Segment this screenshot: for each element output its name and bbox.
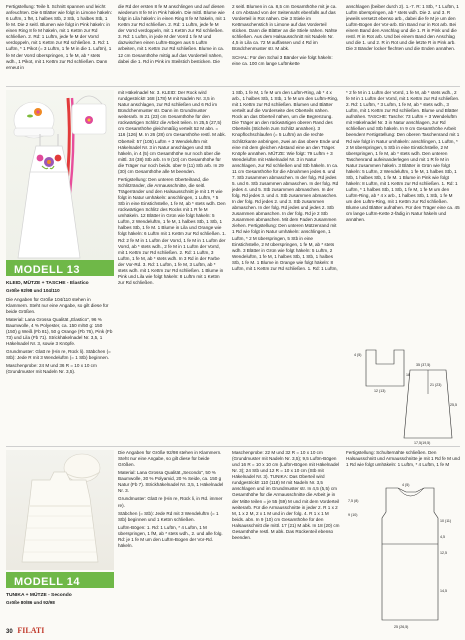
page-number: 30: [6, 629, 13, 636]
tunic-dim-5: 4,5: [440, 535, 445, 539]
model13-photo: [6, 90, 114, 268]
tunic-dim-1: 4 (5): [402, 483, 410, 487]
tunic-instructions: Maschenprobe: 22 M und 32 R = 10 x 10 cm (Grundmuster mit Nadeln Nr. 3,5); 9,5 Luftm-Bögen und 16 R = 10 x 10 cm (Luftm-Bögen mit Häkelnadel Nr. 3); 24 Stb und 12 R = 10 x 10 cm (Stb mit Häkelnadel Nr. 3). TUNIKA: Das Oberteil wird rundgestrickt! 110 (118) M mit Nadeln Nr. 3,5 anschlagen und im Grundmuster str. In 4,5 (5,5) cm Gesamthöhe für die Armausschnitte die Arbeit je in der Mitte teilen = je 55 (59) M und mit dem Vorderteil weiterarb. Für die Armausschnitte in jeder 2. R 1 x 2 M, 1 x 2 M, 2 x 1 M und in der folg. 4. R 1 x 1 M beids. abn. In 9 (10) cm Gesamthöhe für den Halsausschnitt die mittl. 17 (21) M abk. In 18 (20) cm Gesamthöhe restl. M abk. Das Rückenteil ebenso beenden.: [232, 450, 340, 540]
tunic-dim-4: 10 (11): [440, 519, 452, 523]
model14-title: TUNIKA + MÜTZE - Secondo: [6, 593, 72, 598]
dress-dim-6: 17,5(19,5): [414, 441, 431, 445]
tunic-dim-7: 25 (26,5): [394, 625, 409, 629]
top-column-2: [118, 4, 226, 84]
mid-column-2: [118, 90, 226, 442]
tunic-finishing: Fertigstellung: Schulternähte schließen. Den Halsausschnitt und Armausschnitte je mit 1 Rd fe M und 1 Rd wie folgt umhäkeln: 1 Luftm, * 4 Luftm, 1 fe M: [346, 450, 460, 468]
dress-dim-3: 18: [406, 373, 410, 377]
model14-header: [6, 592, 114, 612]
top-column-4: [346, 4, 460, 84]
model14-sizes: Größe 80/86 und 92/98: [6, 600, 55, 606]
dress-schematic: [346, 346, 460, 446]
model14-garment-illustration: [6, 450, 114, 570]
top-text-2: die Rd der ersten 8 fe M anschlingen und auf diesen wiederum 8 fe M in Pink häkeln. Die mittl. Blume wie folgt in Lila häkeln: in einen Ring 8 fe M häkeln, mit 1 Kettm zur Rd schließen. 2. Rd: 1 Luftm, jede fe M der Vorrd verdoppeln, mit 1 Kettm zur Rd schließen. 3. Rd: 1 Luftm, in jede M der Vorrd 1 fe M und dazwischen einen Luftm-Bogen aus 5 Luftm arbeiten, mit 1 Kettm zur Rd schließen. Blume in ca. 12 cm Gesamthöhe mittig auf das Vorderteil nähen, dabei die 1. Rd in Pink im Steilstich besticken. Die: [118, 4, 226, 64]
model13-sizes: Größe 92/98 und 104/110: [6, 288, 60, 294]
mid-column-4: [346, 90, 460, 342]
dress-dim-1: 12 (13): [374, 389, 386, 393]
dress-dim-2: 4 (5): [354, 353, 362, 357]
tunic-dim-2: 7,5 (8): [348, 499, 359, 503]
tunic-dim-3: 9 (10): [348, 513, 358, 517]
model14-material: Material: Lana Grossa Qualität „Secondo", 50 % Baumwolle, 30 % Polyamid, 20 % Seide, ca. 150 g Natur (Fb 7). Strickhäkelnadel Nr. 3,5, 1 Häkelnadel Nr. 3.: [118, 470, 224, 494]
model13-garment-illustration: [6, 90, 114, 268]
dress-dim-5: 21 (23): [430, 383, 442, 387]
top-text-4: anschlagen (beiber durch 2). 1.-7. R: 1 Stb, * 1 Luftm, 1 Luftm überspringen, ab * stets wdh. Die 2. und 3. R jeweils versetzt ebenso arb., dabei die fe M je um den Luftm-Bogen der Vor-arb. Ein Band nur in Rot arb. Bei einem Band den Anschlag und die 1. R in Pink und die restl. R in Rot arb. Und bei einem Band den Anschlag und die 1. und 2. R in Rot und die letzte R in Pink arb. Die 3 Bänder locker flechten und die Enden annähen.: [346, 4, 459, 52]
dress-instructions: mit Häkelnadel Nr. 3. KLEID: Der Rock wird rundgestrickt! 168 (178) M mit Nadeln Nr. 3,5 in Natur anschlagen, zur Rd schließen und 6 Rd im Bündchenmuster str. Dann im Grundmuster weiterarb. In 21 (23) cm Gesamthöhe für den rückwärtigen Schlitz die Arbeit teilen. In 25,5 (27,5) cm Gesamthöhe gleichmäßig verteilt 52 M abn. = 116 (126) M. In 26 (28) cm Gesamthöhe restl. M abk. Oberteil: 57 (105) Luftm + 3 Wendeluftm mit Häkelnadel Nr. 3 in Natur anschlagen und Stb häkeln, in 4 (5) cm Gesamthöhe nur noch über die mittl. 34 (38) Stb arb. In 9 (10) cm Gesamthöhe für die Träger nur noch beids. über 9 (11) Stb arb. In 29 (30) cm Gesamthöhe alle M beenden.: [118, 90, 226, 174]
model13-label: MODELL 13: [6, 260, 114, 276]
top-text-3: 2 seitl. Blumen in ca. 8,5 cm Gesamthöhe mit je ca. 4 cm Abstand von der Seitennaht ebenfalls auf das Vorderteil in Rot nähen. Die 3 Stiele im Kettmaschenstich in Limone auf das Vorderteil sticken. Dann die Blätter an die Stiele nähen. Nähte schließen. Aus dem Halsausschnitt mit Nadeln Nr. 4,5 in Lila ca. 72 M auffassen und 4 Rd im Bündchenmuster str. M abk.: [232, 4, 338, 52]
page-footer: [6, 626, 44, 637]
model13-material: Material: Lana Grossa Qualität „Elastico", 96 % Baumwolle, 4 % Polyester, ca. 150 m/50 g: 150 (150) g Weiß (Fb 81), 50 g Orange (Fb 76), Pink (Fb 73) und Lila (Fb 71). Strickhäkelnadel Nr. 3,5, 1 Häkelnadel Nr. 3, sowie 3 Knöpfe.: [6, 316, 113, 346]
model14-photo: [6, 450, 114, 570]
model14-stitches: Stäbchen (= Stb): Jede Rd mit 3 Wendeluftm (= 1 Stb) beginnen und 1 Kettm schließen.: [118, 510, 219, 522]
dress-finishing: Fertigstellung: Den unteren Oberteilrand, die Schlitzränder, die Armausschnitte, die seitl. Trägerränder und den Halsausschnitt je mit 1 R wie folgt in Natur umhäkeln: anschlingen, 1 Luftm, * 5 Stb in eine Einstichstelle, 1 fe M, ab * stets wdh. Den rückwärtigen Schlitz des Rocks mit 1 R fe M umhäkeln. 12 Blätter in Grün wie folgt häkeln: 5 Luftm, 2 Wendeluftm, 1 fe M, 1 halbes Stb, 1 Stb, 1 halbes Stb, 1 fe M. 1 Blume in Lila und Orange wie folgt häkeln: 6 Luftm mit 1 Kettm zur Rd schließen. 1. Rd: 2 fe M in 1 Luftm der Vorrd, 1 fe M in 1 Luftm der Vorrd, ab * stets wdh., 2 fe M in 1 Luftm der Vorrd, mit 1 Kettm zur Rd schließen. 2. Rd: 1 Luftm, 3 Luftm, 1 fe M, ab * stets wdh. In 3 Rd in der Farbe der Vor-Rd. 3. Rd: 1 Luftm, 1 fe M, 3 Luftm, ab * stets wdh. mit 1 Kettm zur Rd schließen. 1 Blume in Pink und Lila wie folgt häkeln: 8 Luftm mit 1 Kettm zur Rd schließen.: [118, 176, 226, 285]
model13-title: KLEID, MÜTZE + TASCHE - Elastico: [6, 281, 89, 286]
model13-gauge: Maschenprobe: 24 M und 36 R = 10 x 10 cm (Grundmuster mit Nadeln Nr. 3,5).: [6, 363, 97, 375]
hat-instructions: 1 Stb, 1 fe M, 1 fe M um den Luftm-Ring, ab * 4 x arb., 1 halbes Stb, 1 Stb, 1 fe M um den Luftm-Ring, mit 1 Kettm zur Rd schließen. Blumen und Blätter verteilt auf die Vorderseite des Oberteils nähen. Rock an das Oberteil nähen, um die Begrenzung. Die Träger an den rückwärtigen oberen Rand des Oberteils (Sticheln zum Schlitz annähen). 3 Knopflochschlaufen (= 5 Luftm) an die rechte Schlitzkante anbringen, zwei an das obere Ende und eine mit dem gleichen Abstand eine an den Träger. Knöpfe annähen. MÜTZE: Wie folgt: 79 Luftm + 3 Wendeluftm mit Häkelnadel Nr. 3 in Natur anschlagen, zur Rd schließen und Stb häkeln. In ca. 11 cm Gesamthöhe für die Abnahmen jedes 6. und 7. Stb zusammen abmaschen. In der folg. Rd jedes 5. und 6. Stb zusammen abmaschen. In der folg. Rd jedes 4. und 5. Stb zusammen abmaschen. In der folg. Rd jedes 3. und 4. Stb zusammen abmaschen. In der folg. Rd jedes 2. und 3. Stb zusammen abmaschen. In der folg. Rd jedes und jedes 2. Stb zusammen abmaschen. In der folg. Rd je 2 Stb zusammen abmaschen. Mit dem Faden zusammen ziehen. Fertigstellung: Den unteren Mützenrand mit 1 Rd wie folgt in Natur umhäkeln: anschlingen, 1 Luftm, * 2 M überspringen, 5 Stb in eine Einstichstelle, 2 M überspringen, 1 fe M, ab * stets wdh. 3 Blätter in Grün wie folgt häkeln: 5 Luftm, 2 Wendeluftm, 1 fe M, 1 halbes Stb, 1 Stb, 1 halbes Stb, 1 fe M. 1 Blume in Orange wie folgt häkeln: 8 Luftm, mit 1 Kettm zur Rd schließen. 1. Rd: 1 Luftm,: [232, 90, 340, 271]
top-column-1: [6, 4, 112, 84]
top-column-3: [232, 4, 340, 84]
middle-divider: [6, 446, 460, 447]
model14-label: MODELL 14: [6, 572, 114, 588]
top-text-1: Fertigstellung: Teile lt. Schnitt spannen und leicht anfeuchten. Die 6 Blätter wie folgt in Limone häkeln: 6 Luftm, 1 fM, 1 halbes Stb, 2 Stb, 1 halbes Stb, 1 fe M. Die 2 seitl. Blumen wie folgt in Pink häkeln: in einen Ring 8 fe M häkeln, mit 1 Kettm zur Rd schließen. 2. Rd: 1 Luftm, jede fe M der Vorrd verdoppeln, mit 1 Kettm zur Rd schließen. 3. Rd: 1 Luftm, * 1 Pikot (= 3 Luftm, 1 fe M in die 1. Luftm), 1 fe M der Vorrd überspringen, 1 fe M, ab * stets wdh., 1 Pikot, mit 1 Kettm zur Rd schließen. Dann erneut in: [6, 4, 112, 70]
scarf-text: SCHAL: Für den Schal 3 Bänder wie folgt häkeln: eine ca. 100 cm lange Luftmkette: [232, 54, 333, 66]
dress-dim-4: 25,5: [450, 403, 457, 407]
bag-instructions: * 2 fe M in 1 Luftm der Vorrd, 1 fe M, ab * stets wdh., 2 fe M in 1 Luftm der Vorrd, mit 1 Kettm zur Rd schließen. 2. Rd: 1 Luftm, * 3 Luftm, 1 fe M, ab * stets wdh., 3 Luftm, mit 1 Kettm zur Rd schließen. Blume und Blätter aufnähen. TASCHE: Tasche: 73 Luftm + 3 Wendeluftm mit Häkelnadel Nr. 3 in Natur anschlagen, zur Rd schließen und Stb häkeln. In 9 cm Gesamthöhe Arbeit beenden! Fertigstellung: Den oberen Taschenrand mit 1 Rd wie folgt in Natur umhäkeln: anschlingen, 1 Luftm, * 2 M überspringen, 5 Stb in eine Einstichstelle, 2 M überspringen, 1 fe M, ab * stets wdh. Den unteren Taschenrand aufeinanderlegen und mit 1 R fe M in Natur zusammen häkeln. 3 Blätter in Grün wie folgt häkeln: 5 Luftm, 2 Wendeluftm, 1 fe M, 1 halbes Stb, 1 Stb, 1 halbes Stb, 1 fe M. 1 Blume in Pink wie folgt häkeln: 8 Luftm, mit 1 Kettm zur Rd schließen. 1. Rd: 1 Luftm, * 1 halbes Stb, 1 Stb, 1 fe M, 1 fe M um den Luftm-Ring, ab * 4 x arb., 1 halbes Stb, 1 Stb, 1 fe M um den Luftm-Ring, mit 1 Kettm zur Rd schließen. Blume und Blätter aufnähen. Für den Träger eine ca. 45 cm lange Luftm-Kette 2-fädig in Natur häkeln und annähen.: [346, 90, 460, 223]
top-divider: [6, 86, 460, 87]
mid-column-3: [232, 90, 340, 442]
model13-info: [6, 280, 114, 440]
model14-column-3: [232, 450, 340, 628]
model14-intro: Die Angaben für Größe 92/98 stehen in Klammern. Steht nur eine Angabe, so gilt diese für beide Größen.: [118, 450, 222, 468]
model13-intro: Die Angaben für Größe 104/110 stehen in Klammern. Steht nur eine Angabe, so gilt diese für beide Größen.: [6, 296, 109, 314]
model14-pattern: Grundmuster: Glatt re (Hin re, Rück li, in Rd. immer re).: [118, 496, 223, 508]
tunic-schematic: [346, 482, 460, 632]
model14-arches: Luftm-Bögen: 1. Rd: 1 Luftm, * 4 Luftm, 1 M überspringen, 1 fM, ab * stets wdh., 2. und alle folg. Rd: je 1 fe M um den Luftm-Bogen der Vor-Rd. häkeln.: [118, 524, 223, 548]
tunic-dim-8: 14,5: [440, 589, 447, 593]
tunic-dim-6: 12,5: [440, 551, 447, 555]
model14-column-2: [118, 450, 226, 628]
model13-pattern: Grundmuster: Glatt re (Hin re, Rück li). Stäbchen (= Stb): Jede R mit 3 Wendeluftm (= 1 Stb) beginnen.: [6, 349, 111, 361]
model14-column-4: [346, 450, 460, 480]
dress-dim-7: 35 (37,5): [416, 363, 431, 367]
brand-logo: FILATI: [17, 626, 45, 636]
